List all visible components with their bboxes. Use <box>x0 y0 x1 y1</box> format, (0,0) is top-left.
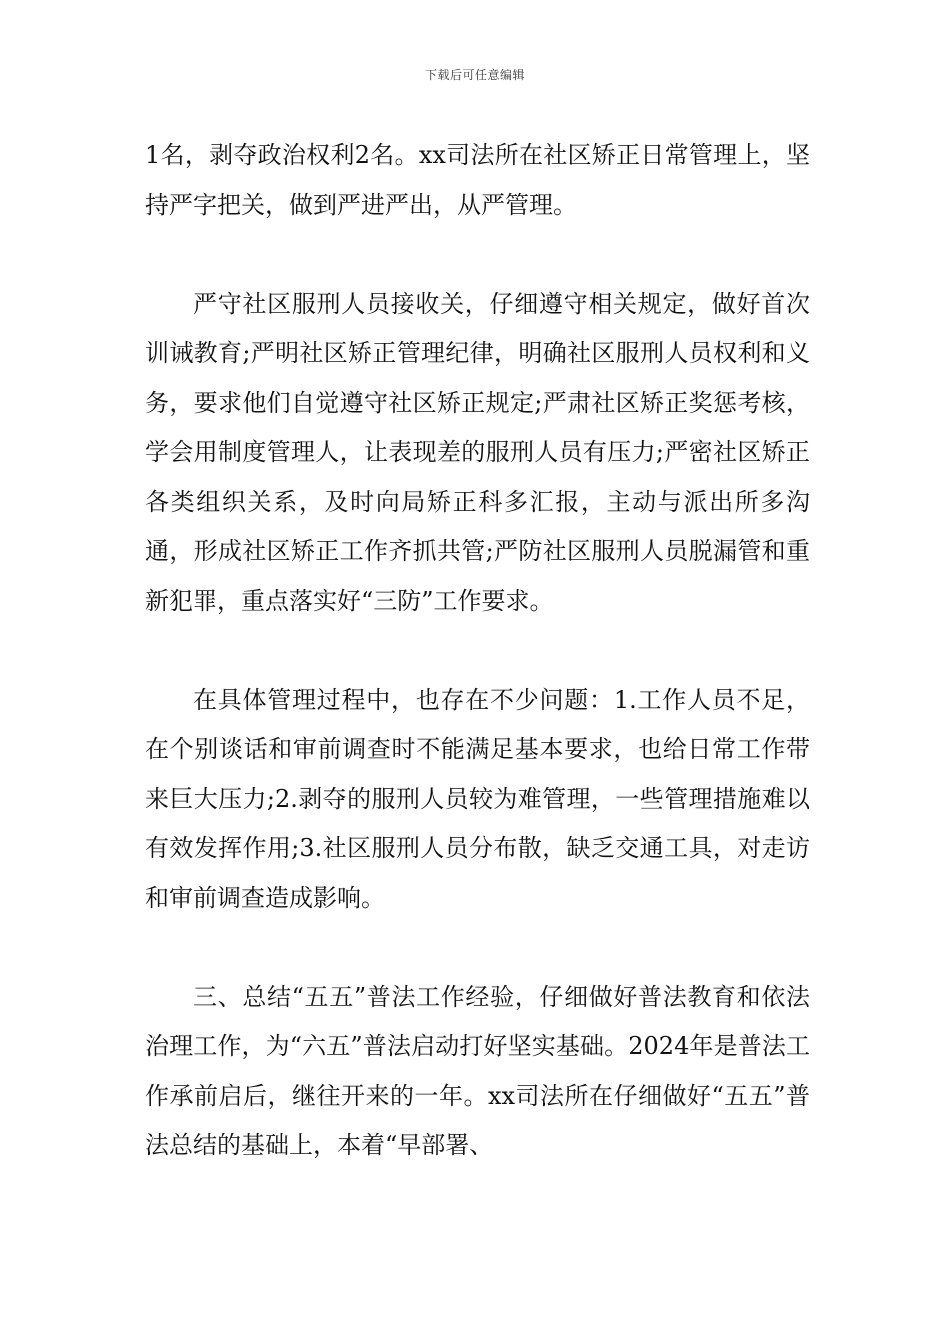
paragraph-3: 在具体管理过程中，也存在不少问题：1.工作人员不足，在个别谈话和审前调查时不能满足基本要求，也给日常工作带来巨大压力;2.剥夺的服刑人员较为难管理，一些管理措施难以有效发挥作用;3.社区服刑人员分布散，缺乏交通工具，对走访和审前调查造成影响。 <box>145 685 810 912</box>
document-body <box>145 131 810 1171</box>
page-header: 下载后可任意编辑 <box>424 68 525 82</box>
paragraph-gap <box>145 230 810 280</box>
paragraph-4: 三、总结“五五”普法工作经验，仔细做好普法教育和依法治理工作，为“六五”普法启动打好坚实基础。2024年是普法工作承前启后，继往开来的一年。xx司法所在仔细做好“五五”普法总结的基础上，本着“早部署、 <box>145 982 810 1159</box>
paragraph-gap <box>145 923 810 973</box>
paragraph-1: 1名，剥夺政治权利2名。xx司法所在社区矫正日常管理上，坚持严字把关，做到严进严出，从严管理。 <box>145 141 810 219</box>
paragraph-2: 严守社区服刑人员接收关，仔细遵守相关规定，做好首次训诫教育;严明社区矫正管理纪律，明确社区服刑人员权利和义务，要求他们自觉遵守社区矫正规定;严肃社区矫正奖惩考核，学会用制度管理人，让表现差的服刑人员有压力;严密社区矫正各类组织关系，及时向局矫正科多汇报，主动与派出所多沟通，形成社区矫正工作齐抓共管;严防社区服刑人员脱漏管和重新犯罪，重点落实好“三防”工作要求。 <box>145 289 810 615</box>
paragraph-gap <box>145 626 810 676</box>
